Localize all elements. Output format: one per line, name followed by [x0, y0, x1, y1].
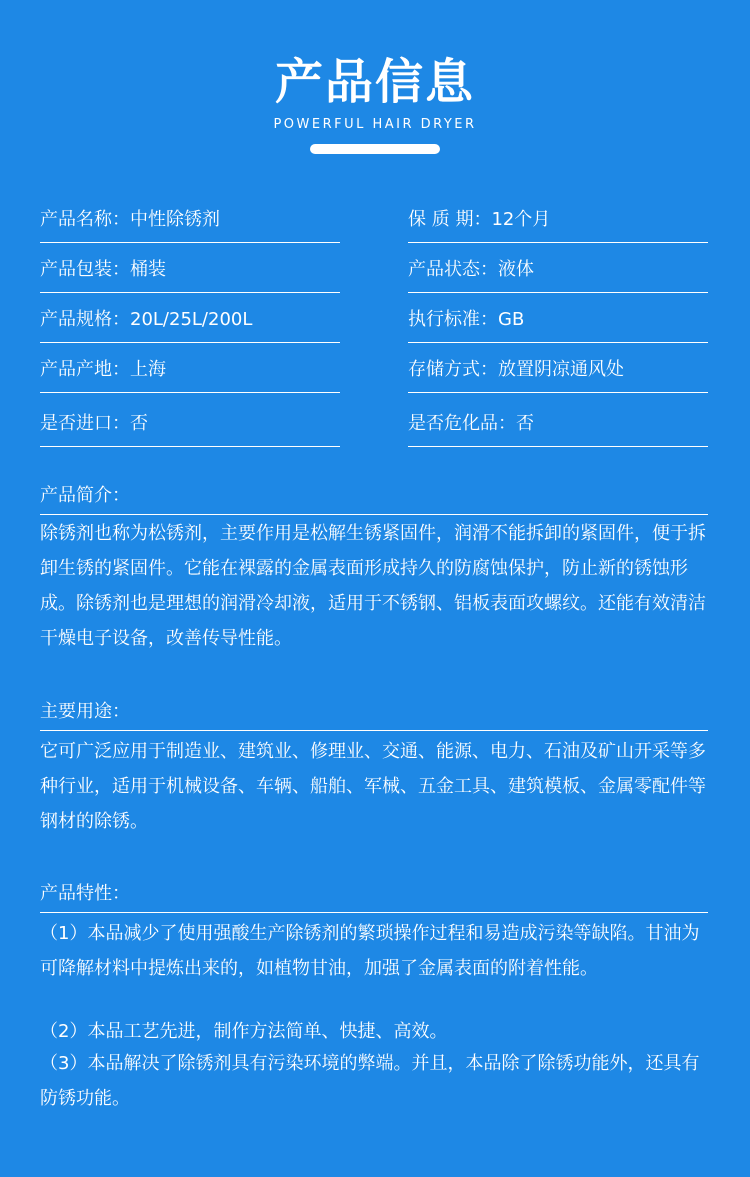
spec-separator: ： — [498, 413, 516, 434]
spec-value: 液体 — [498, 259, 534, 280]
spec-label: 保 质 期 — [408, 209, 474, 230]
spec-item-shelf-life — [408, 206, 708, 243]
spec-label: 产品产地 — [40, 359, 112, 380]
spec-separator: ： — [112, 309, 130, 330]
spec-item-size — [40, 306, 340, 343]
spec-label: 产品名称 — [40, 209, 112, 230]
spec-separator: ： — [480, 309, 498, 330]
spec-value: 桶装 — [130, 259, 166, 280]
page-title: 产品信息 — [274, 54, 475, 110]
intro-section-title: 产品简介： — [40, 482, 708, 515]
usage-section-title: 主要用途： — [40, 698, 708, 731]
spec-item-standard — [408, 306, 708, 343]
spec-separator: ： — [480, 359, 498, 380]
spec-separator: ： — [112, 359, 130, 380]
spec-value: 20L/25L/200L — [130, 309, 253, 330]
spec-value: 上海 — [130, 359, 166, 380]
spec-value: GB — [498, 309, 525, 330]
spec-item-hazardous — [408, 410, 708, 447]
spec-separator: ： — [112, 259, 130, 280]
spec-label: 是否危化品 — [408, 413, 498, 434]
spec-item-storage — [408, 356, 708, 393]
spec-value: 否 — [516, 413, 534, 434]
spec-item-state — [408, 256, 708, 293]
spec-item-name — [40, 206, 340, 243]
spec-label: 产品包装 — [40, 259, 112, 280]
spec-item-packaging — [40, 256, 340, 293]
spec-label: 是否进口 — [40, 413, 112, 434]
spec-separator: ： — [473, 209, 492, 230]
title-underline-bar — [310, 144, 440, 154]
feature-item-2: （2）本品工艺先进，制作方法简单、快捷、高效。 — [40, 1021, 448, 1042]
usage-paragraph: 它可广泛应用于制造业、建筑业、修理业、交通、能源、电力、石油及矿山开采等多种行业，适用于机械设备、车辆、船舶、军械、五金工具、建筑模板、金属零配件等钢材的除锈。 — [40, 741, 706, 832]
spec-label: 存储方式 — [408, 359, 480, 380]
features-section-title: 产品特性： — [40, 880, 708, 913]
spec-value: 放置阴凉通风处 — [498, 359, 624, 380]
spec-separator: ： — [480, 259, 498, 280]
page-subtitle: POWERFUL HAIR DRYER — [273, 117, 477, 132]
spec-separator: ： — [112, 413, 130, 434]
feature-item-3: （3）本品解决了除锈剂具有污染环境的弊端。并且，本品除了除锈功能外，还具有防锈功能。 — [40, 1053, 700, 1109]
spec-label: 产品状态 — [408, 259, 480, 280]
spec-item-imported — [40, 410, 340, 447]
spec-value: 中性除锈剂 — [130, 209, 220, 230]
spec-item-origin — [40, 356, 340, 393]
spec-value: 12个月 — [491, 209, 551, 230]
spec-value: 否 — [130, 413, 148, 434]
feature-item-1: （1）本品减少了使用强酸生产除锈剂的繁琐操作过程和易造成污染等缺陷。甘油为可降解材料中提炼出来的，如植物甘油，加强了金属表面的附着性能。 — [40, 923, 700, 979]
spec-separator: ： — [112, 209, 130, 230]
intro-paragraph: 除锈剂也称为松锈剂，主要作用是松解生锈紧固件，润滑不能拆卸的紧固件，便于拆卸生锈的紧固件。它能在裸露的金属表面形成持久的防腐蚀保护，防止新的锈蚀形成。除锈剂也是理想的润滑冷却液，适用于不锈钢、铝板表面攻螺纹。还能有效清洁干燥电子设备，改善传导性能。 — [40, 523, 706, 649]
spec-label: 执行标准 — [408, 309, 480, 330]
spec-label: 产品规格 — [40, 309, 112, 330]
